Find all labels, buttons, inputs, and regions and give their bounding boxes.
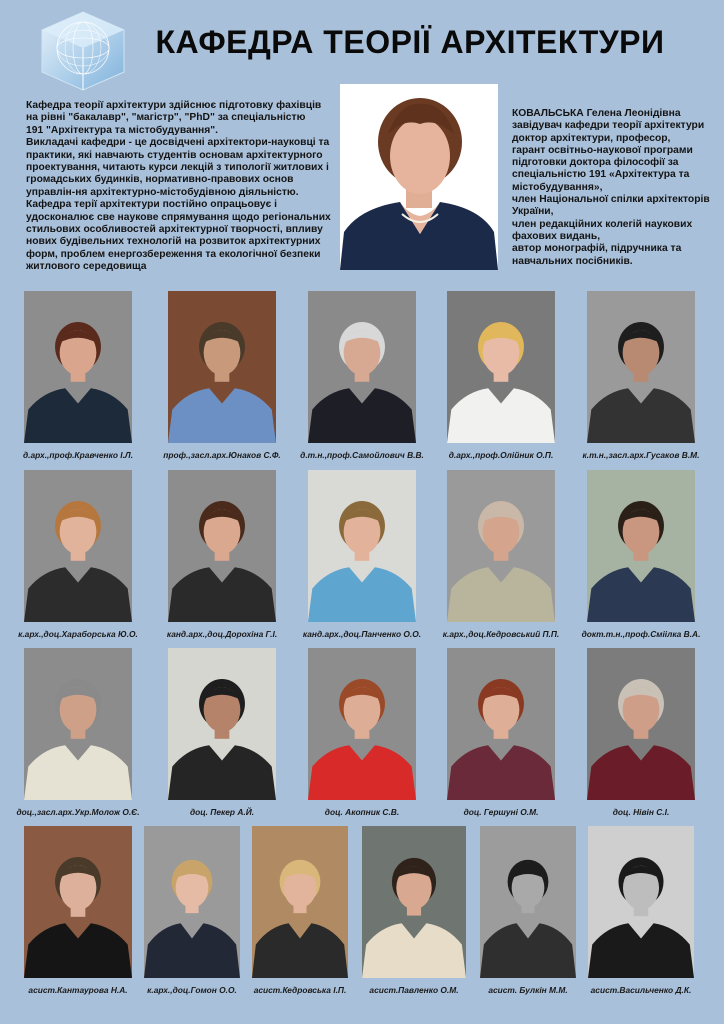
staff-card xyxy=(163,291,281,463)
staff-photo xyxy=(480,826,576,978)
staff-caption: асист. Булкін М.М. xyxy=(488,985,568,995)
department-logo xyxy=(38,10,128,92)
staff-photo xyxy=(308,648,416,800)
staff-card xyxy=(300,291,424,463)
staff-photo xyxy=(252,826,348,978)
staff-photo xyxy=(587,291,695,443)
staff-card xyxy=(480,826,576,998)
staff-card xyxy=(168,470,276,642)
staff-photo xyxy=(587,470,695,622)
staff-photo xyxy=(308,470,416,622)
staff-photo xyxy=(587,648,695,800)
staff-card xyxy=(252,826,348,998)
head-bio-line: гарант освітньо-наукової програми xyxy=(512,144,693,156)
staff-card xyxy=(581,470,701,642)
head-of-department-photo xyxy=(340,84,498,270)
staff-photo xyxy=(168,648,276,800)
staff-card xyxy=(308,648,416,820)
staff-photo xyxy=(24,648,132,800)
staff-caption: к.арх.,доц.Гомон О.О. xyxy=(147,985,237,995)
staff-caption: к.арх.,доц.Кедровський П.П. xyxy=(442,629,560,639)
staff-caption: асист.Павленко О.М. xyxy=(369,985,459,995)
staff-card xyxy=(587,648,695,820)
staff-photo xyxy=(447,470,555,622)
head-bio-line: завідувач кафедри теорії архітектури xyxy=(512,120,705,132)
staff-caption: д.арх.,проф.Кравченко І.Л. xyxy=(22,450,134,460)
staff-card xyxy=(582,291,700,463)
staff-photo xyxy=(168,470,276,622)
staff-caption: доц. Акопник С.В. xyxy=(324,807,400,817)
staff-photo xyxy=(24,826,132,978)
intro-paragraph-2: Викладачі кафедри - це досвідчені архітектори-науковці та практики, які навчають студентів основам архітектурного проектування, читають курси лекцій з типології житлових і громадських будинків, нормативно-правових основ управлін-ня архітектурно-містобудівною діяльністю. Кафедра терії архітектури постійно опрацьовує і удосконалює све наукове спрямування щодо регіональних стильових особливостей архітектурної творчості, впливу нових будівельних технологій на розвиток архітектурних форм, проблем енергозбереження та екологічної безпеки житлового середовища xyxy=(26,137,331,273)
staff-caption: докт.т.н.,проф.Сміілка В.А. xyxy=(581,629,701,639)
head-bio-line: спеціальністю 191 «Архітектура та xyxy=(512,169,690,181)
staff-card xyxy=(24,826,132,998)
head-bio-line: навчальних посібників. xyxy=(512,255,633,267)
staff-photo xyxy=(447,291,555,443)
staff-caption: доц.,засл.арх.Укр.Молож О.Є. xyxy=(16,807,140,817)
staff-photo xyxy=(588,826,694,978)
staff-caption: к.арх.,доц.Хараборська Ю.О. xyxy=(18,629,138,639)
head-bio-line: фахових видань, xyxy=(512,230,601,242)
staff-card xyxy=(144,826,240,998)
department-description xyxy=(26,100,336,274)
staff-card xyxy=(362,826,466,998)
staff-card xyxy=(18,470,138,642)
head-bio-line: доктор архітектури, професор, xyxy=(512,132,671,144)
staff-caption: проф.,засл.арх.Юнаков С.Ф. xyxy=(163,450,281,460)
head-bio-line: член редакційних колегій наукових xyxy=(512,218,693,230)
head-bio-line: містобудування», xyxy=(512,181,603,193)
staff-photo xyxy=(362,826,466,978)
head-of-department-bio xyxy=(512,108,717,268)
staff-card xyxy=(447,648,555,820)
staff-photo xyxy=(168,291,276,443)
staff-card xyxy=(24,291,132,463)
staff-photo xyxy=(144,826,240,978)
staff-photo xyxy=(24,291,132,443)
staff-caption: д.арх.,проф.Олійник О.П. xyxy=(448,450,554,460)
staff-caption: доц. Нівін С.І. xyxy=(612,807,670,817)
staff-caption: д.т.н.,проф.Самойлович В.В. xyxy=(300,450,424,460)
intro-specialty: 191 "Архітектура та містобудування". xyxy=(26,124,219,136)
staff-photo xyxy=(24,470,132,622)
staff-caption: доц. Пекер А.Й. xyxy=(189,807,255,817)
staff-card xyxy=(302,470,422,642)
staff-card xyxy=(168,648,276,820)
staff-caption: доц. Гершуні О.М. xyxy=(463,807,539,817)
staff-photo xyxy=(447,648,555,800)
staff-card xyxy=(588,826,694,998)
head-bio-line: України, xyxy=(512,206,554,218)
staff-caption: к.т.н.,засл.арх.Гусаков В.М. xyxy=(582,450,700,460)
staff-caption: асист.Кедровська І.П. xyxy=(253,985,347,995)
head-bio-line: підготовки доктора філософії за xyxy=(512,157,679,169)
head-name: КОВАЛЬСЬКА Гелена Леонідівна xyxy=(512,108,681,119)
staff-caption: асист.Васильченко Д.К. xyxy=(590,985,692,995)
head-bio-line: член Національної спілки архітекторів xyxy=(512,194,710,206)
staff-card xyxy=(442,470,560,642)
intro-paragraph-1: Кафедра теорії архітектури здійснює підготовку фахівців на рівні "бакалавр", "магістр", "PhD" за спеціальністю xyxy=(26,100,322,124)
head-bio-line: автор монографій, підручника та xyxy=(512,243,682,255)
staff-card xyxy=(16,648,140,820)
staff-card xyxy=(447,291,555,463)
staff-caption: асист.Кантаурова Н.А. xyxy=(28,985,128,995)
staff-photo xyxy=(308,291,416,443)
staff-caption: канд.арх.,доц.Дорохіна Г.І. xyxy=(166,629,278,639)
page-title: КАФЕДРА ТЕОРІЇ АРХІТЕКТУРИ xyxy=(155,24,665,60)
staff-caption: канд.арх.,доц.Панченко О.О. xyxy=(302,629,422,639)
